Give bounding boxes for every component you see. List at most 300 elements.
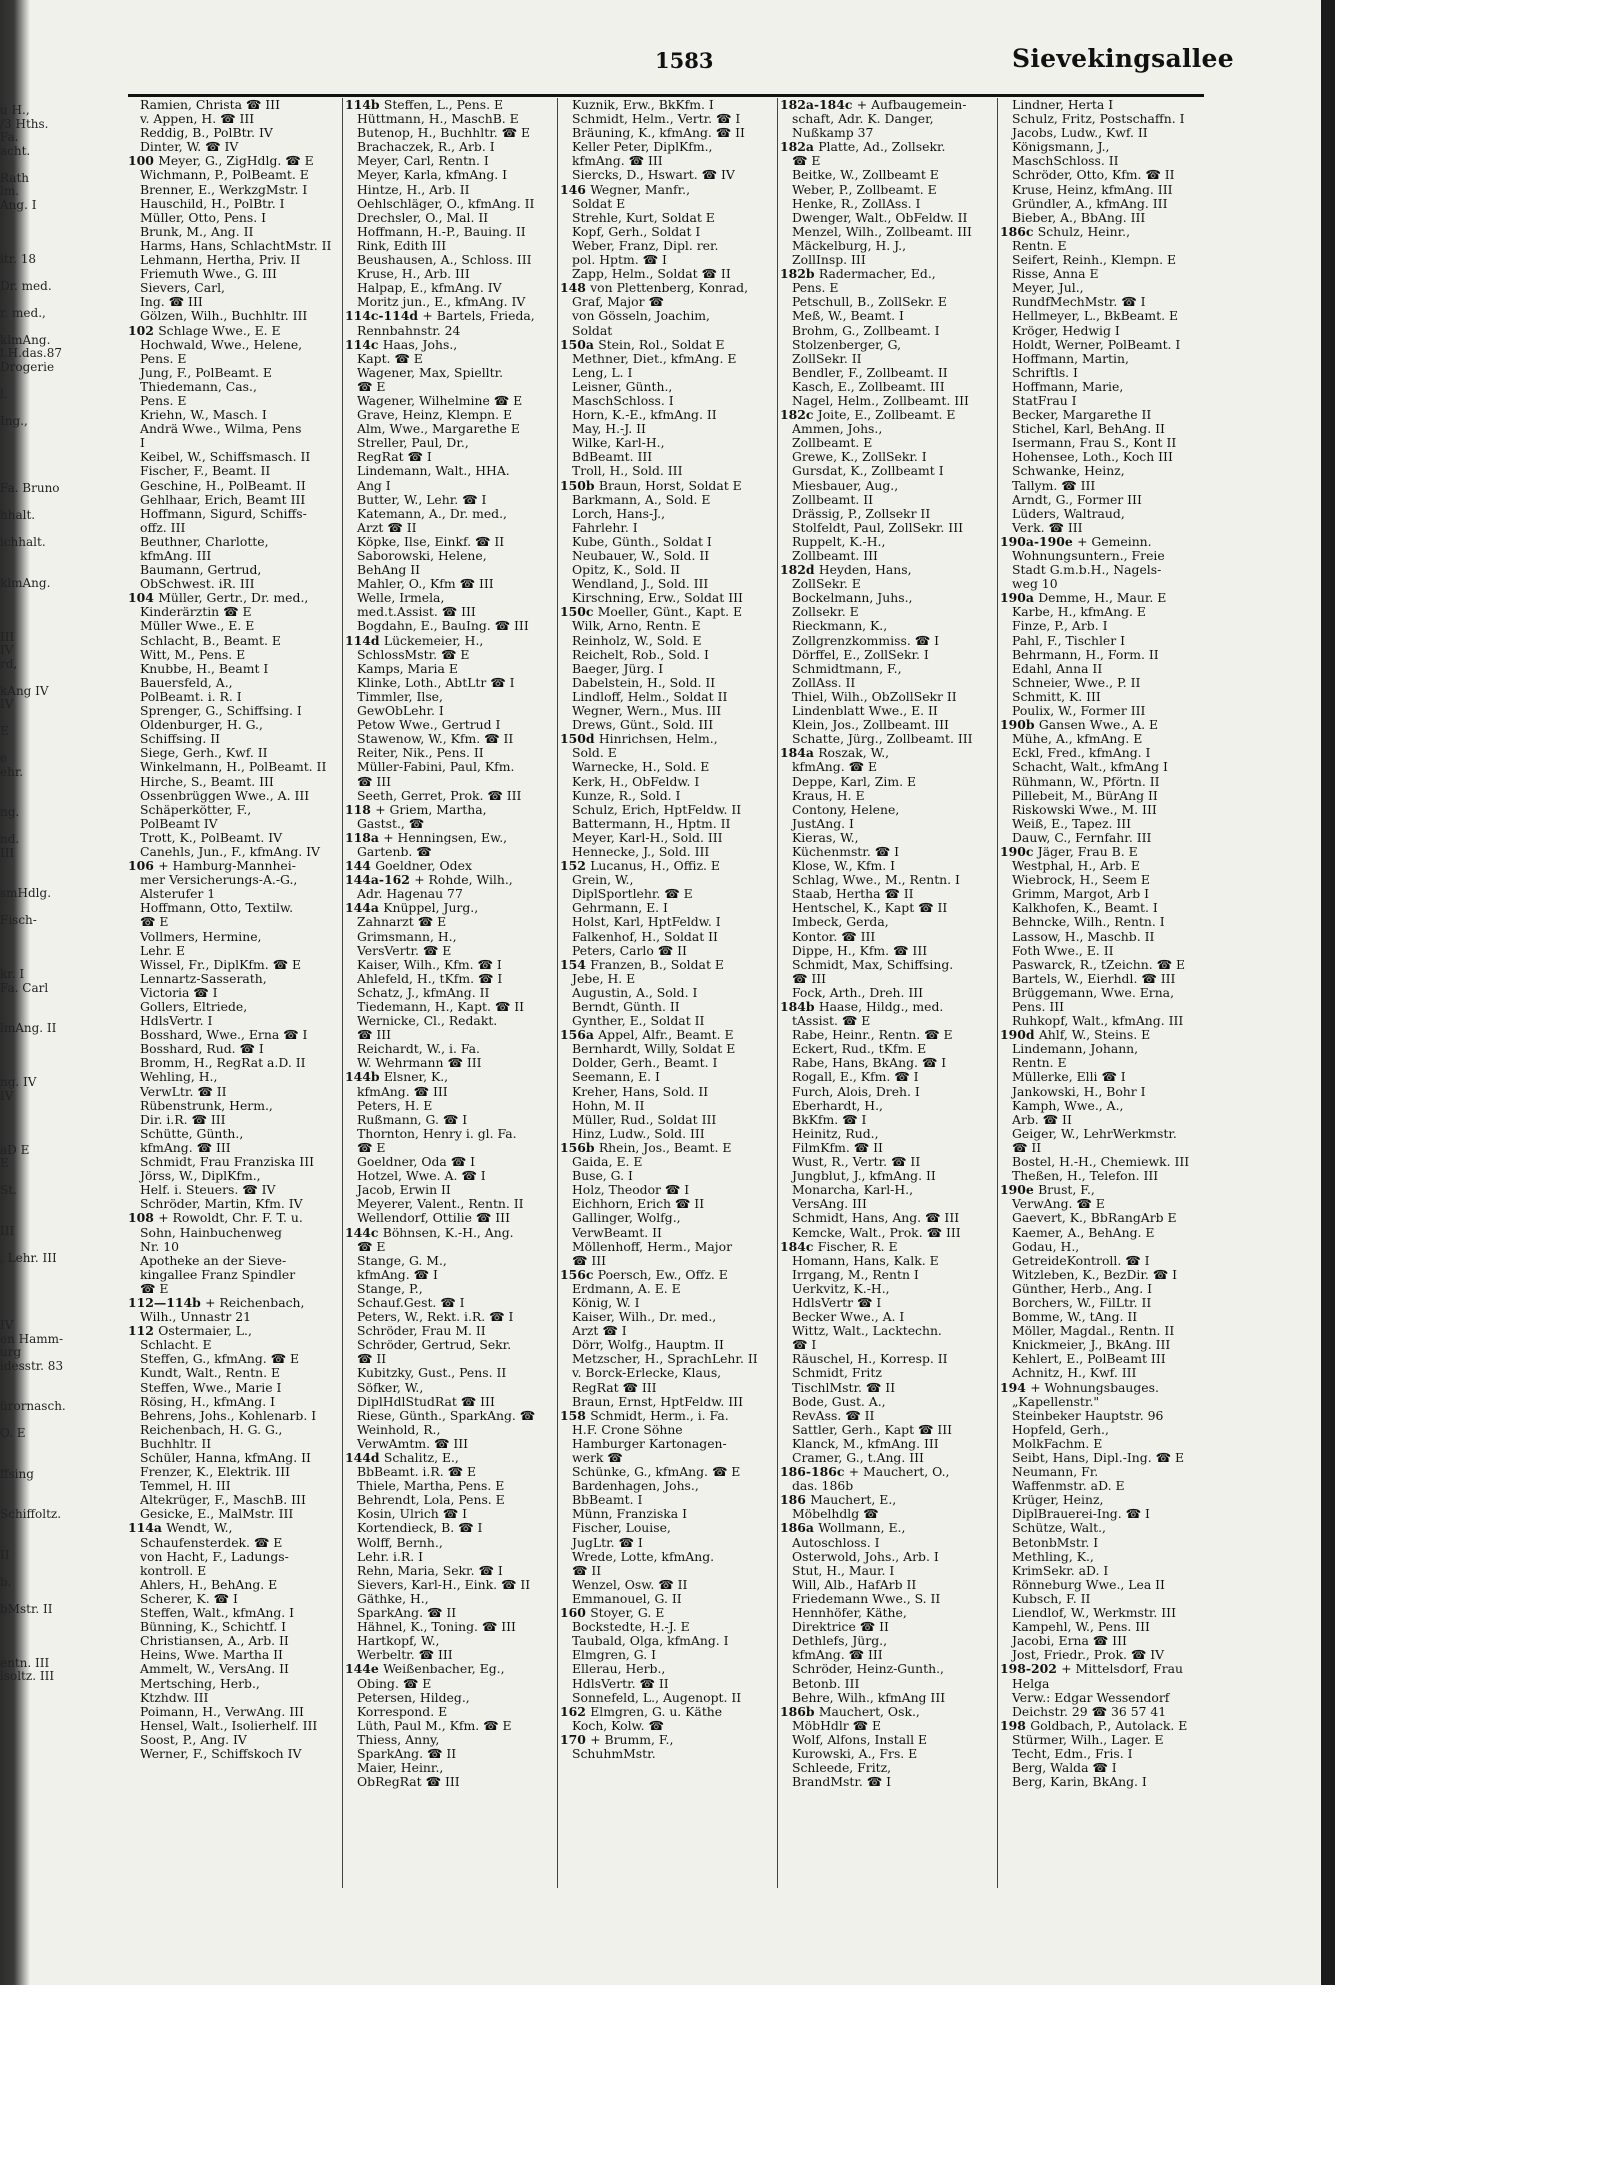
- directory-line: [780, 944, 993, 958]
- entry-text: Lindner, Herta I: [1012, 98, 1114, 112]
- entry-text: Graf, Major ☎: [572, 295, 664, 310]
- directory-line: [345, 1409, 558, 1423]
- house-number: 170: [560, 1732, 591, 1747]
- entry-text: Kamph, Wwe., A.,: [1012, 1098, 1124, 1113]
- entry-text: Vollmers, Hermine,: [140, 929, 262, 944]
- house-number: 182c: [780, 408, 818, 423]
- directory-line: [345, 1197, 558, 1211]
- fragment-line: kr. I: [0, 967, 25, 981]
- directory-line: [780, 1521, 993, 1535]
- directory-line: [1000, 887, 1212, 901]
- directory-line: [780, 197, 993, 211]
- directory-line: [1000, 648, 1212, 662]
- directory-line: [560, 1155, 773, 1169]
- entry-text: Möbelhdlg ☎: [792, 1507, 879, 1522]
- entry-text: ZollAss. II: [792, 675, 856, 690]
- directory-line: [128, 394, 341, 408]
- directory-line: [345, 803, 558, 817]
- entry-text: Christiansen, A., Arb. II: [140, 1634, 289, 1649]
- fragment-line: Fisch-: [0, 913, 37, 927]
- fragment-line: [0, 1454, 118, 1468]
- entry-text: Moritz jun., E., kfmAng. IV: [357, 295, 526, 310]
- fragment-line: O. E: [0, 1426, 26, 1440]
- entry-text: med.t.Assist. ☎ III: [357, 605, 476, 620]
- directory-line: [345, 1423, 558, 1437]
- fragment-line: [0, 1130, 118, 1144]
- entry-text: Meyer, G., ZigHdlg. ☎ E: [158, 154, 314, 169]
- directory-line: [345, 239, 558, 253]
- entry-text: Gäthke, H.,: [357, 1591, 429, 1606]
- directory-line: [560, 394, 773, 408]
- directory-line: [345, 1592, 558, 1606]
- directory-line: [1000, 676, 1212, 690]
- house-number: 150d: [560, 732, 599, 747]
- entry-text: Pillebeit, M., BürAng II: [1012, 788, 1158, 803]
- fragment-line: [0, 1009, 118, 1023]
- entry-text: Günther, Herb., Ang. I: [1012, 1281, 1153, 1296]
- directory-line: [560, 1056, 773, 1070]
- directory-line: [345, 1606, 558, 1620]
- directory-line: [128, 408, 341, 422]
- entry-text: pol. Hptm. ☎ I: [572, 253, 667, 268]
- entry-text: SparkAng. ☎ II: [357, 1606, 457, 1621]
- entry-text: Steinbeker Hauptstr. 96: [1012, 1408, 1164, 1423]
- directory-line: [128, 154, 341, 168]
- entry-text: Reddig, B., PolBtr. IV: [140, 126, 273, 141]
- directory-line: [345, 253, 558, 267]
- entry-text: MaschSchloss. II: [1012, 154, 1119, 169]
- entry-text: Kamps, Maria E: [357, 661, 458, 676]
- entry-text: Thiess, Anny,: [357, 1732, 440, 1747]
- entry-text: Bünning, K., Schichtf. I: [140, 1620, 287, 1635]
- directory-line: [128, 803, 341, 817]
- entry-text: Wellendorf, Ottilie ☎ III: [357, 1211, 510, 1226]
- entry-text: Rentn. E: [1012, 1056, 1067, 1071]
- entry-text: Paswarck, R., tZeichn. ☎ E: [1012, 957, 1185, 972]
- entry-text: Kunze, R., Sold. I: [572, 788, 681, 803]
- directory-line: [560, 845, 773, 859]
- fragment-line: III: [0, 1223, 15, 1238]
- directory-line: [345, 760, 558, 774]
- directory-line: [1000, 493, 1212, 507]
- directory-line: [560, 154, 773, 168]
- entry-text: Dippe, H., Kfm. ☎ III: [792, 943, 928, 958]
- directory-line: [560, 676, 773, 690]
- directory-line: [560, 1141, 773, 1155]
- entry-text: VerwBeamt. II: [572, 1225, 662, 1240]
- directory-line: [128, 775, 341, 789]
- entry-text: Schlacht. E: [140, 1338, 212, 1353]
- directory-line: [1000, 211, 1212, 225]
- entry-text: Kubsch, F. II: [1012, 1591, 1091, 1606]
- entry-text: Rübenstrunk, Herm.,: [140, 1098, 273, 1113]
- directory-line: [780, 1493, 993, 1507]
- fragment-line: entn. III: [0, 1655, 50, 1670]
- directory-line: [560, 324, 773, 338]
- entry-text: ☎ III: [792, 971, 827, 986]
- entry-text: das. 186b: [792, 1479, 854, 1494]
- directory-line: [780, 507, 993, 521]
- directory-line: [1000, 98, 1212, 112]
- directory-line: [128, 1634, 341, 1648]
- entry-text: Butter, W., Lehr. ☎ I: [357, 492, 487, 507]
- entry-text: Lindloff, Helm., Soldat II: [572, 689, 728, 704]
- directory-line: [1000, 1451, 1212, 1465]
- directory-line: [1000, 126, 1212, 140]
- entry-text: Bartels, W., Eierhdl. ☎ III: [1012, 971, 1176, 986]
- entry-text: Sattler, Gerh., Kapt ☎ III: [792, 1422, 953, 1437]
- directory-line: [128, 577, 341, 591]
- house-number: 182a-184c: [780, 98, 857, 112]
- directory-line: [780, 789, 993, 803]
- directory-line: [345, 1521, 558, 1535]
- directory-line: [780, 1352, 993, 1366]
- directory-line: [345, 1296, 558, 1310]
- entry-text: RegRat ☎ III: [572, 1380, 657, 1395]
- entry-text: ☎ III: [357, 774, 392, 789]
- directory-line: [560, 1479, 773, 1493]
- fragment-line: bMstr. II: [0, 1601, 53, 1616]
- directory-line: [1000, 1183, 1212, 1197]
- fragment-line: [0, 1373, 118, 1387]
- directory-line: [780, 1747, 993, 1761]
- directory-line: [345, 591, 558, 605]
- directory-line: [780, 915, 993, 929]
- directory-line: [780, 436, 993, 450]
- directory-line: [345, 1254, 558, 1268]
- fragment-line: [0, 212, 118, 226]
- directory-line: [560, 211, 773, 225]
- entry-text: Rabe, Heinr., Rentn. ☎ E: [792, 1028, 953, 1043]
- directory-line: [560, 1042, 773, 1056]
- entry-text: ☎ II: [572, 1563, 602, 1578]
- directory-line: [345, 183, 558, 197]
- directory-line: [345, 1099, 558, 1113]
- entry-text: Helf. i. Steuers. ☎ IV: [140, 1183, 276, 1198]
- entry-text: Drässig, P., Zollsekr II: [792, 506, 931, 521]
- entry-text: Schalitz, E.,: [383, 1451, 459, 1465]
- entry-text: Finze, P., Arb. I: [1012, 619, 1108, 634]
- entry-text: SchuhmMstr.: [572, 1746, 656, 1761]
- directory-line: [345, 1127, 558, 1141]
- fragment-line: ürornasch.: [0, 1399, 66, 1413]
- directory-line: [128, 450, 341, 464]
- directory-line: [345, 563, 558, 577]
- directory-line: [780, 521, 993, 535]
- entry-text: Alsterufer 1: [140, 887, 216, 902]
- entry-text: Reichardt, W., i. Fa.: [357, 1042, 480, 1057]
- directory-line: [128, 521, 341, 535]
- entry-text: Küchenmstr. ☎ I: [792, 844, 899, 859]
- entry-text: Hoffmann, Martin,: [1012, 351, 1129, 366]
- directory-line: [345, 1705, 558, 1719]
- fragment-line: aD E: [0, 1142, 30, 1157]
- fragment-line: r. med.,: [0, 305, 46, 320]
- directory-line: [345, 1183, 558, 1197]
- entry-text: Wegner, Wern., Mus. III: [572, 704, 722, 719]
- entry-text: Stürmer, Wilh., Lager. E: [1012, 1732, 1164, 1747]
- fragment-line: e: [0, 751, 8, 765]
- fragment-line: idesstr. 83: [0, 1358, 64, 1373]
- directory-line: [128, 1733, 341, 1747]
- house-number: 160: [560, 1606, 591, 1621]
- entry-text: Hamburger Kartonagen-: [572, 1436, 727, 1451]
- directory-line: [128, 591, 341, 605]
- entry-text: Dethlefs, Jürg.,: [792, 1634, 888, 1649]
- entry-text: Schmidt, Frau Franziska III: [140, 1155, 314, 1170]
- entry-text: Direktrice ☎ II: [792, 1620, 889, 1635]
- directory-line: [128, 1113, 341, 1127]
- directory-line: [128, 1705, 341, 1719]
- entry-text: Pens. E: [792, 281, 839, 296]
- entry-text: kontroll. E: [140, 1563, 207, 1578]
- entry-text: Staab, Hertha ☎ II: [792, 887, 914, 902]
- entry-text: v. Appen, H. ☎ III: [140, 112, 255, 127]
- directory-line: [128, 1169, 341, 1183]
- directory-line: [345, 605, 558, 619]
- entry-text: Pahl, F., Tischler I: [1012, 633, 1126, 648]
- house-number: 190b: [1000, 718, 1039, 733]
- entry-text: Kieras, W.,: [792, 830, 859, 845]
- directory-line: [345, 479, 558, 493]
- entry-text: Jung, F., PolBeamt. E: [140, 365, 272, 380]
- directory-line: [560, 1085, 773, 1099]
- entry-text: Altekrüger, F., MaschB. III: [140, 1493, 306, 1508]
- entry-text: Jost, Friedr., Prok. ☎ IV: [1012, 1648, 1165, 1663]
- entry-text: Irrgang, M., Rentn I: [792, 1267, 919, 1282]
- entry-text: Knüppel, Jurg.,: [383, 901, 479, 916]
- directory-line: [128, 324, 341, 338]
- directory-line: [1000, 901, 1212, 915]
- directory-line: [128, 126, 341, 140]
- directory-line: [345, 1070, 558, 1084]
- directory-line: [780, 803, 993, 817]
- directory-line: [345, 915, 558, 929]
- entry-text: Reiter, Nik., Pens. II: [357, 746, 484, 761]
- entry-text: Nagel, Helm., Zollbeamt. III: [792, 393, 969, 408]
- directory-line: [560, 789, 773, 803]
- house-number: 148: [560, 281, 591, 296]
- entry-text: Rennbahnstr. 24: [357, 323, 461, 338]
- directory-line: [128, 1691, 341, 1705]
- directory-line: [345, 394, 558, 408]
- fragment-line: IV: [0, 1318, 14, 1332]
- directory-line: [345, 1226, 558, 1240]
- fragment-line: [0, 590, 118, 604]
- directory-line: [1000, 1409, 1212, 1423]
- directory-line: [780, 154, 993, 168]
- entry-text: Müllerke, Elli ☎ I: [1012, 1070, 1126, 1085]
- entry-text: Klose, W., Kfm. I: [792, 859, 895, 874]
- entry-text: Fahrlehr. I: [572, 520, 638, 535]
- entry-text: Bockelmann, Juhs.,: [792, 591, 913, 606]
- entry-text: Friemuth Wwe., G. III: [140, 267, 277, 282]
- entry-text: Kube, Günth., Soldat I: [572, 534, 712, 549]
- house-number: 162: [560, 1704, 591, 1719]
- entry-text: Berg, Walda ☎ I: [1012, 1761, 1117, 1776]
- directory-line: [780, 479, 993, 493]
- entry-text: Weiß, E., Tapez. III: [1012, 816, 1132, 831]
- directory-line: [345, 817, 558, 831]
- directory-line: [560, 1465, 773, 1479]
- directory-line: [780, 394, 993, 408]
- directory-line: [780, 1296, 993, 1310]
- directory-line: [780, 1197, 993, 1211]
- entry-text: Brunk, M., Ang. II: [140, 224, 254, 239]
- directory-line: [780, 1070, 993, 1084]
- entry-text: Metzscher, H., SprachLehr. II: [572, 1352, 758, 1367]
- directory-line: [128, 1268, 341, 1282]
- entry-text: Radermacher, Ed.,: [818, 267, 936, 282]
- entry-text: ☎ E: [792, 154, 821, 169]
- fragment-line: [0, 523, 118, 537]
- entry-text: Hotzel, Wwe. A. ☎ I: [357, 1169, 486, 1184]
- directory-line: [560, 1634, 773, 1648]
- directory-line: [560, 690, 773, 704]
- directory-line: [1000, 295, 1212, 309]
- directory-line: [128, 676, 341, 690]
- directory-line: [345, 436, 558, 450]
- directory-line: [128, 1677, 341, 1691]
- directory-line: [1000, 436, 1212, 450]
- house-number: 182a: [780, 140, 819, 155]
- directory-line: [1000, 1465, 1212, 1479]
- directory-line: [128, 366, 341, 380]
- entry-text: Wilh., Unnastr 21: [140, 1310, 251, 1325]
- entry-text: Timmler, Ilse,: [357, 689, 443, 704]
- entry-text: Schmidtmann, F.,: [792, 661, 902, 676]
- entry-text: Obing. ☎ E: [357, 1676, 432, 1691]
- directory-line: [560, 1268, 773, 1282]
- house-number: 112: [128, 1324, 159, 1339]
- header-rule: [128, 94, 1204, 97]
- directory-line: [1000, 253, 1212, 267]
- directory-line: [780, 267, 993, 281]
- entry-text: Westphal, H., Arb. E: [1012, 859, 1140, 874]
- entry-text: Dauw, C., Fernfahr. III: [1012, 830, 1152, 845]
- entry-text: Rink, Edith III: [357, 238, 447, 253]
- entry-text: Wegner, Manfr.,: [590, 182, 691, 197]
- directory-line: [1000, 1211, 1212, 1225]
- entry-text: kingallee Franz Spindler: [140, 1267, 296, 1282]
- entry-text: Kortendieck, B. ☎ I: [357, 1521, 483, 1536]
- directory-line: [1000, 859, 1212, 873]
- fragment-line: [0, 1211, 118, 1225]
- fragment-line: [0, 293, 118, 307]
- directory-line: [560, 873, 773, 887]
- directory-line: [560, 197, 773, 211]
- entry-text: Keibel, W., Schiffsmasch. II: [140, 450, 311, 465]
- entry-text: Gehlhaar, Erich, Beamt III: [140, 492, 306, 507]
- entry-text: KrimSekr. aD. I: [1012, 1563, 1109, 1578]
- entry-text: Gesicke, E., MalMstr. III: [140, 1507, 294, 1522]
- directory-line: [128, 1578, 341, 1592]
- entry-text: Rieckmann, K.,: [792, 619, 888, 634]
- entry-text: Canehls, Jun., F., kfmAng. IV: [140, 844, 321, 859]
- entry-text: ☎ I: [792, 1338, 817, 1353]
- entry-text: Klanck, M., kfmAng. III: [792, 1436, 939, 1451]
- entry-text: HdlsVertr ☎ I: [792, 1295, 882, 1310]
- directory-line: [1000, 1634, 1212, 1648]
- directory-line: [128, 1240, 341, 1254]
- directory-line: [780, 1507, 993, 1521]
- entry-text: Dörr, Wolfg., Hauptm. II: [572, 1338, 724, 1353]
- directory-line: [560, 901, 773, 915]
- entry-text: Kinderärztin ☎ E: [140, 605, 252, 620]
- directory-line: [345, 1211, 558, 1225]
- directory-line: [1000, 1775, 1212, 1789]
- directory-line: [780, 352, 993, 366]
- entry-text: Sonnefeld, L., Augenopt. II: [572, 1690, 742, 1705]
- directory-line: [128, 535, 341, 549]
- entry-text: May, H.-J. II: [572, 422, 646, 437]
- directory-line: [345, 309, 558, 323]
- directory-line: [560, 1183, 773, 1197]
- directory-line: [560, 831, 773, 845]
- entry-text: Werner, F., Schiffskoch IV: [140, 1746, 302, 1761]
- directory-line: [560, 535, 773, 549]
- entry-text: Dabelstein, H., Sold. II: [572, 675, 716, 690]
- directory-line: [560, 183, 773, 197]
- directory-line: [560, 1451, 773, 1465]
- directory-line: [780, 887, 993, 901]
- directory-line: [345, 887, 558, 901]
- entry-text: Kosin, Ulrich ☎ I: [357, 1507, 467, 1522]
- directory-line: [128, 1127, 341, 1141]
- directory-line: [1000, 1493, 1212, 1507]
- directory-line: [345, 1240, 558, 1254]
- entry-text: Lennartz-Sasserath,: [140, 971, 267, 986]
- directory-line: [1000, 1155, 1212, 1169]
- directory-line: [128, 1507, 341, 1521]
- entry-text: Jacob, Erwin II: [357, 1183, 451, 1198]
- entry-text: Lorch, Hans-J.,: [572, 506, 666, 521]
- entry-text: Petschull, B., ZollSekr. E: [792, 295, 947, 310]
- entry-text: Lucanus, H., Offiz. E: [590, 859, 720, 874]
- directory-line: [780, 1240, 993, 1254]
- directory-line: [780, 690, 993, 704]
- entry-text: Schiffsing. II: [140, 732, 221, 747]
- entry-text: Ellerau, Herb.,: [572, 1662, 666, 1677]
- directory-line: [128, 1592, 341, 1606]
- directory-line: [345, 1719, 558, 1733]
- entry-text: Schneier, Wwe., P. II: [1012, 675, 1141, 690]
- entry-text: Elsner, K.,: [383, 1070, 449, 1085]
- directory-line: [560, 605, 773, 619]
- fragment-line: acht.: [0, 143, 31, 158]
- directory-line: [560, 591, 773, 605]
- entry-text: Rönneburg Wwe., Lea II: [1012, 1577, 1165, 1592]
- directory-line: [345, 267, 558, 281]
- fragment-line: [0, 604, 118, 618]
- entry-text: Furch, Alois, Dreh. I: [792, 1084, 920, 1099]
- entry-text: Bauersfeld, A.,: [140, 675, 233, 690]
- entry-text: Eichhorn, Erich ☎ II: [572, 1197, 705, 1212]
- directory-line: [1000, 394, 1212, 408]
- fragment-line: nd.: [0, 832, 20, 846]
- directory-line: [780, 1042, 993, 1056]
- directory-line: [128, 845, 341, 859]
- house-number: 112—114b: [128, 1295, 206, 1310]
- house-number: 144d: [345, 1451, 384, 1465]
- directory-line: [560, 281, 773, 295]
- entry-text: Nr. 10: [140, 1239, 180, 1254]
- directory-line: [345, 1395, 558, 1409]
- entry-text: Jebe, H. E: [572, 971, 636, 986]
- entry-text: Hopfeld, Gerh.,: [1012, 1422, 1109, 1437]
- entry-text: PolBeamt. i. R. I: [140, 689, 242, 704]
- directory-line: [128, 1211, 341, 1225]
